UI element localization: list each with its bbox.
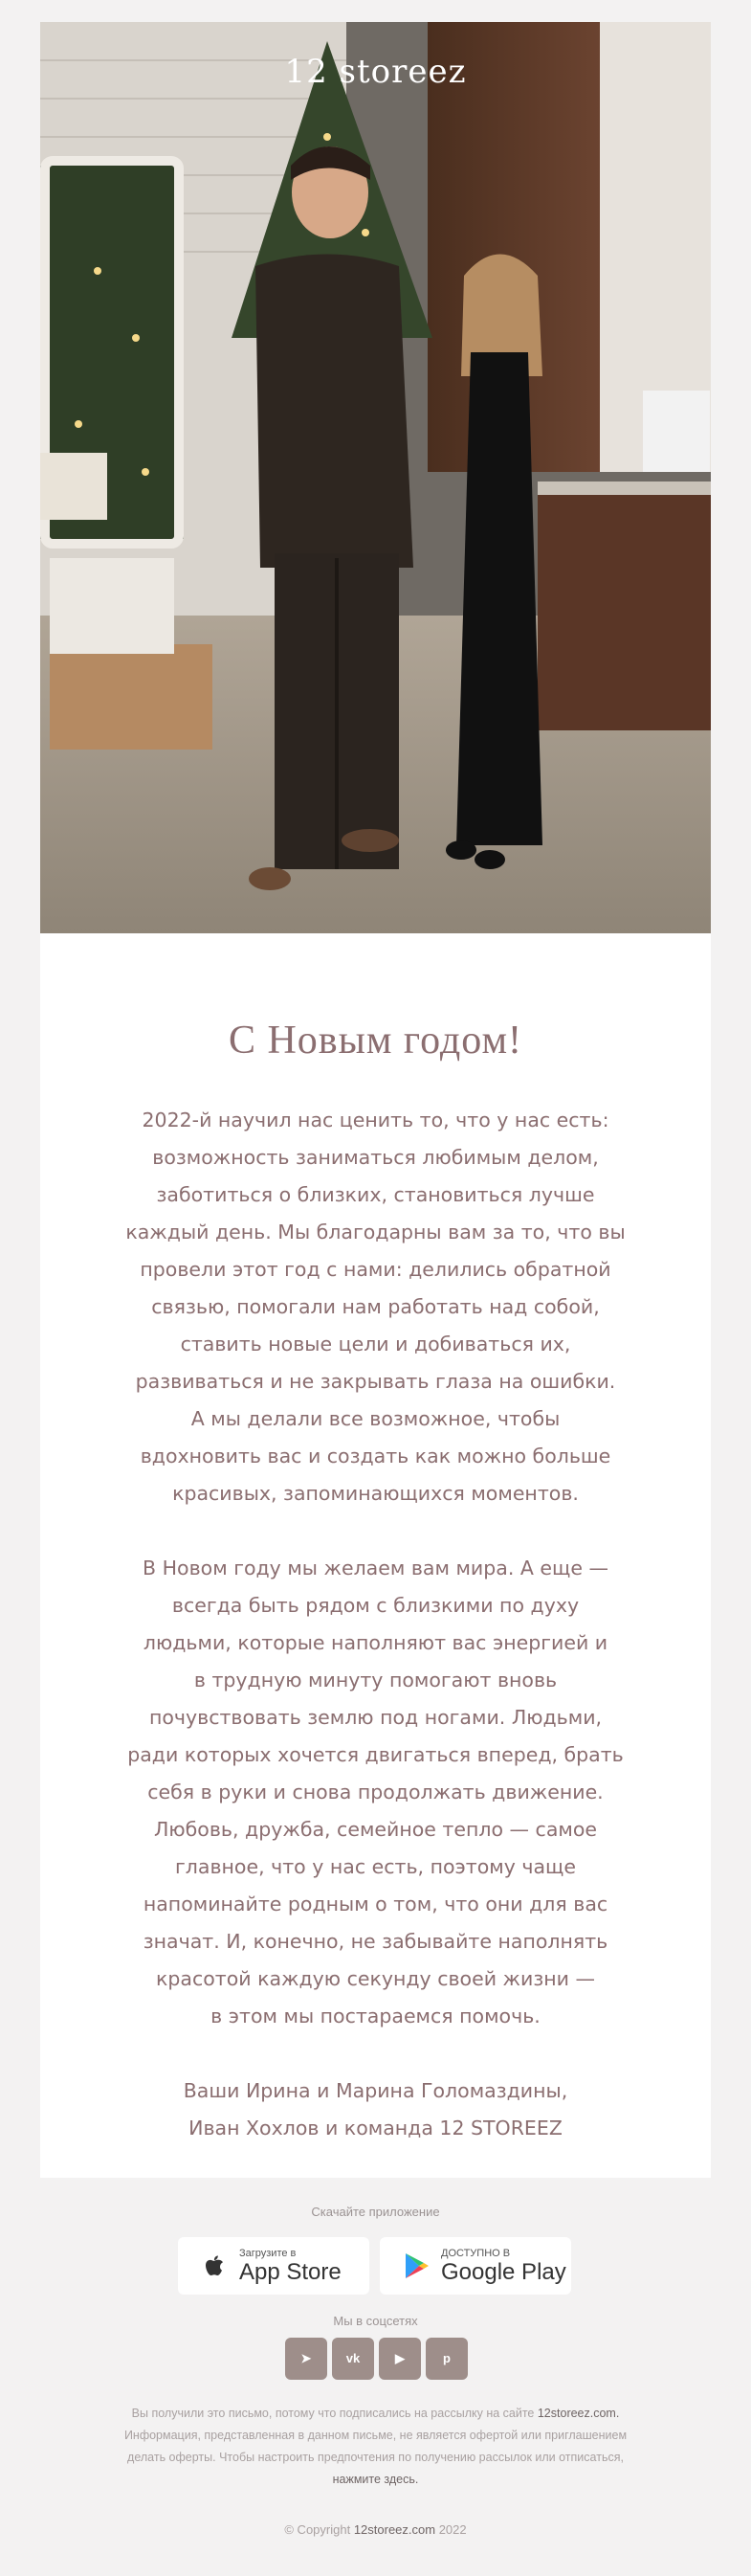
social-links [40, 2338, 711, 2380]
hero-photo-illustration [40, 22, 711, 933]
signature-line: Иван Хохлов и команда 12 STOREEZ [188, 2117, 563, 2139]
legal-text: Вы получили это письмо, потому что подписались на рассылку на сайте [131, 2407, 535, 2420]
text-line: напоминайте родным о том, что они для вас [143, 1893, 608, 1915]
app-store-big-label: App Store [239, 2259, 342, 2285]
telegram-icon[interactable]: ➤ [285, 2338, 327, 2380]
legal-text: Информация, представленная в данном письме, не является офертой или приглашением делать оферты. Чтобы настроить предпочтения по получению рассылок или отписаться, [123, 2429, 628, 2464]
copyright-site-link[interactable]: 12storeez.com [353, 2522, 436, 2537]
text-line: в этом мы постараемся помочь. [210, 2005, 541, 2027]
signature-line: Ваши Ирина и Марина Голомаздины, [183, 2079, 568, 2102]
pinterest-icon[interactable]: p [426, 2338, 468, 2380]
text-line: главное, что у нас есть, поэтому чаще [175, 1855, 576, 1878]
download-app-label: Скачайте приложение [311, 2205, 440, 2219]
text-line: красотой каждую секунду своей жизни — [156, 1967, 595, 1990]
unsubscribe-link[interactable]: нажмите здесь. [332, 2473, 419, 2486]
copyright-year: 2022 [438, 2522, 467, 2537]
google-play-big-label: Google Play [441, 2259, 566, 2285]
text-line: почувствовать землю под ногами. Людьми, [148, 1706, 603, 1729]
app-store-button[interactable] [178, 2237, 369, 2295]
text-line: людьми, которые наполняют вас энергией и [143, 1631, 608, 1654]
signature [117, 2072, 634, 2147]
text-line: в трудную минуту помогают вновь [193, 1669, 558, 1691]
text-line: А мы делали все возможное, чтобы [190, 1407, 561, 1430]
text-line: В Новом году мы желаем вам мира. А еще — [143, 1557, 608, 1579]
legal-notice [117, 2403, 634, 2491]
text-line: ставить новые цели и добиваться их, [180, 1333, 571, 1355]
footer [40, 2178, 711, 2576]
apple-icon [199, 2251, 230, 2281]
youtube-icon[interactable]: ▶ [379, 2338, 421, 2380]
text-line: всегда быть рядом с близкими по духу [171, 1594, 580, 1617]
text-line: возможность заниматься любимым делом, [152, 1146, 599, 1169]
text-line: связью, помогали нам работать над собой, [151, 1295, 600, 1318]
text-line: значат. И, конечно, не забывайте наполнять [143, 1930, 608, 1953]
vk-icon[interactable]: vk [332, 2338, 374, 2380]
email-container [40, 22, 711, 2576]
copyright [40, 2522, 711, 2537]
google-play-button[interactable] [380, 2237, 571, 2295]
text-line: вдохновить вас и создать как можно больше [140, 1445, 611, 1467]
hero-photo [40, 22, 711, 933]
greeting-paragraph-2 [117, 1550, 634, 2035]
brand-logo: 12 storeez [284, 53, 467, 91]
text-line: каждый день. Мы благодарны вам за то, что вы [125, 1221, 626, 1243]
text-line: провели этот год с нами: делились обратной [140, 1258, 611, 1281]
text-line: себя в руки и снова продолжать движение. [147, 1781, 604, 1803]
text-line: красивых, запоминающихся моментов. [172, 1482, 579, 1505]
google-play-small-label: ДОСТУПНО В [441, 2248, 511, 2259]
google-play-icon [401, 2251, 431, 2281]
text-line: ради которых хочется двигаться вперед, брать [127, 1743, 624, 1766]
app-store-small-label: Загрузите в [239, 2248, 297, 2259]
text-line: Любовь, дружба, семейное тепло — самое [153, 1818, 598, 1841]
text-line: развиваться и не закрывать глаза на ошибки. [135, 1370, 616, 1393]
site-link[interactable]: 12storeez.com. [537, 2407, 620, 2420]
social-label: Мы в соцсетях [333, 2314, 418, 2328]
copyright-prefix: © Copyright [284, 2522, 351, 2537]
text-line: 2022-й научил нас ценить то, что у нас есть: [142, 1109, 609, 1131]
text-line: заботиться о близких, становиться лучше [156, 1183, 595, 1206]
greeting-title: С Новым годом! [228, 1019, 523, 1063]
greeting-paragraph-1 [117, 1102, 634, 1512]
